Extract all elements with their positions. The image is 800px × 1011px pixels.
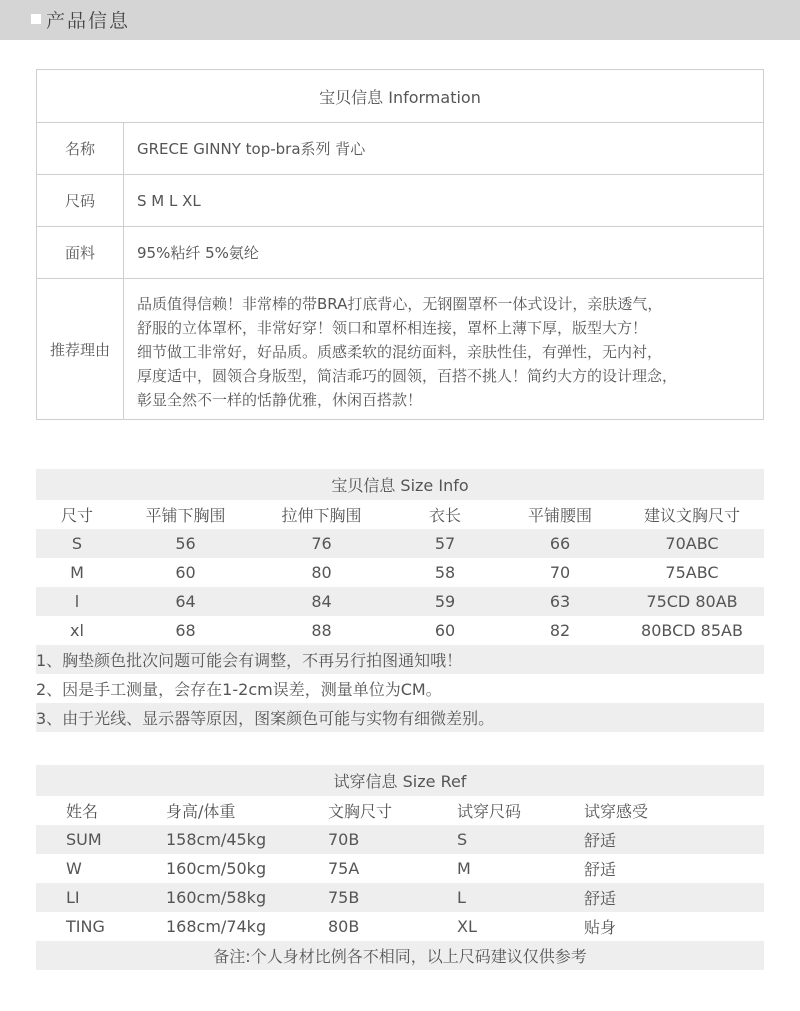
size-cell: 60 <box>175 563 196 582</box>
try-cell: XL <box>457 917 477 936</box>
reason-line: 彰显全然不一样的恬静优雅，休闲百搭款！ <box>137 391 423 409</box>
reason-line: 舒服的立体罩杯，非常好穿！领口和罩杯相连接，罩杯上薄下厚，版型大方！ <box>137 319 648 337</box>
size-cell: 60 <box>434 621 456 640</box>
try-header: 试穿尺码 <box>457 802 522 821</box>
size-cell: 75CD 80AB <box>620 587 764 616</box>
info-value: S M L XL <box>124 175 764 227</box>
size-cell: 84 <box>253 587 390 616</box>
try-cell: 158cm/45kg <box>166 825 328 854</box>
try-header: 姓名 <box>66 802 99 821</box>
info-label: 名称 <box>37 123 124 175</box>
info-row-size <box>37 175 764 227</box>
reason-text <box>124 286 763 412</box>
size-note-row <box>36 645 764 674</box>
size-note: 2、因是手工测量，会存在1-2cm误差，测量单位为CM。 <box>36 680 442 699</box>
try-cell: LI <box>36 883 166 912</box>
reason-line: 厚度适中，圆领合身版型，简洁乖巧的圆领，百搭不挑人！简约大方的设计理念， <box>137 367 678 385</box>
size-cell: 80BCD 85AB <box>641 621 743 640</box>
header-square-icon <box>31 14 41 24</box>
try-cell: 舒适 <box>584 860 617 879</box>
size-info-title: 宝贝信息 Size Info <box>36 469 764 500</box>
try-header: 身高/体重 <box>166 802 236 821</box>
size-cell: 80 <box>311 563 332 582</box>
size-cell: 66 <box>500 529 620 558</box>
size-info-table <box>36 469 764 732</box>
try-cell: 168cm/74kg <box>166 917 267 936</box>
try-cell: 75A <box>328 859 360 878</box>
try-cell: L <box>457 883 584 912</box>
try-cell: 舒适 <box>584 825 764 854</box>
try-cell: SUM <box>36 825 166 854</box>
size-cell: 57 <box>390 529 500 558</box>
size-cell: S <box>36 529 118 558</box>
try-cell: W <box>66 859 82 878</box>
info-value: GRECE GINNY top-bra系列 背心 <box>124 123 764 175</box>
size-note: 3、由于光线、显示器等原因，图案颜色可能与实物有细微差别。 <box>36 703 764 732</box>
size-row <box>36 529 764 558</box>
info-label: 面料 <box>37 227 124 279</box>
try-on-caption-row <box>36 765 764 796</box>
try-footnote: 备注:个人身材比例各不相同，以上尺码建议仅供参考 <box>36 941 764 970</box>
try-header: 文胸尺寸 <box>328 802 393 821</box>
product-info-title: 宝贝信息 Information <box>37 70 764 123</box>
size-cell: 82 <box>549 621 571 640</box>
info-label: 尺码 <box>37 175 124 227</box>
info-row-reason <box>37 279 764 420</box>
try-row <box>36 854 764 883</box>
section-header <box>0 0 800 40</box>
info-row-name <box>37 123 764 175</box>
size-header: 平铺下胸围 <box>145 506 226 525</box>
size-note-row <box>36 703 764 732</box>
size-cell: 88 <box>311 621 332 640</box>
try-row <box>36 883 764 912</box>
try-header: 试穿感受 <box>584 802 649 821</box>
size-cell: 58 <box>434 563 456 582</box>
reason-line: 品质值得信赖！非常棒的带BRA打底背心，无钢圈罩杯一体式设计，亲肤透气， <box>137 295 663 313</box>
size-header: 建议文胸尺寸 <box>643 506 740 525</box>
product-info-table <box>36 69 764 420</box>
try-cell: 75B <box>328 883 457 912</box>
size-header-row <box>36 500 764 529</box>
try-cell: M <box>457 859 471 878</box>
size-cell: 70 <box>549 563 571 582</box>
size-note-row <box>36 674 764 703</box>
try-cell: S <box>457 825 584 854</box>
try-row <box>36 912 764 941</box>
size-cell: 64 <box>118 587 253 616</box>
size-header: 衣长 <box>428 506 461 525</box>
size-cell: xl <box>70 621 84 640</box>
try-cell: 160cm/58kg <box>166 883 328 912</box>
try-cell: 贴身 <box>584 918 617 937</box>
size-cell: 76 <box>253 529 390 558</box>
try-cell: TING <box>66 917 105 936</box>
reason-cell <box>124 279 764 420</box>
try-row <box>36 825 764 854</box>
reason-line: 细节做工非常好，好品质。质感柔软的混纺面料，亲肤性佳，有弹性，无内衬， <box>137 343 663 361</box>
size-header: 尺寸 <box>60 506 93 525</box>
try-on-title: 试穿信息 Size Ref <box>36 765 764 796</box>
info-value: 95%粘纤 5%氨纶 <box>124 227 764 279</box>
size-cell: 68 <box>175 621 196 640</box>
size-info-caption-row <box>36 469 764 500</box>
size-cell: M <box>70 563 84 582</box>
try-cell: 舒适 <box>584 883 764 912</box>
try-on-table <box>36 765 764 970</box>
size-row <box>36 616 764 645</box>
try-cell: 80B <box>328 917 360 936</box>
size-note: 1、胸垫颜色批次问题可能会有调整，不再另行拍图通知哦！ <box>36 645 764 674</box>
info-row-fabric <box>37 227 764 279</box>
info-label: 推荐理由 <box>37 279 124 420</box>
size-cell: 56 <box>118 529 253 558</box>
section-title: 产品信息 <box>46 10 131 32</box>
size-row <box>36 587 764 616</box>
size-row <box>36 558 764 587</box>
size-header: 拉伸下胸围 <box>281 506 362 525</box>
size-cell: 70ABC <box>620 529 764 558</box>
size-header: 平铺腰围 <box>527 506 592 525</box>
size-cell: 63 <box>500 587 620 616</box>
try-cell: 160cm/50kg <box>166 859 267 878</box>
size-cell: 75ABC <box>665 563 719 582</box>
try-header-row <box>36 796 764 825</box>
size-cell: l <box>36 587 118 616</box>
try-cell: 70B <box>328 825 457 854</box>
size-cell: 59 <box>390 587 500 616</box>
try-footnote-row <box>36 941 764 970</box>
